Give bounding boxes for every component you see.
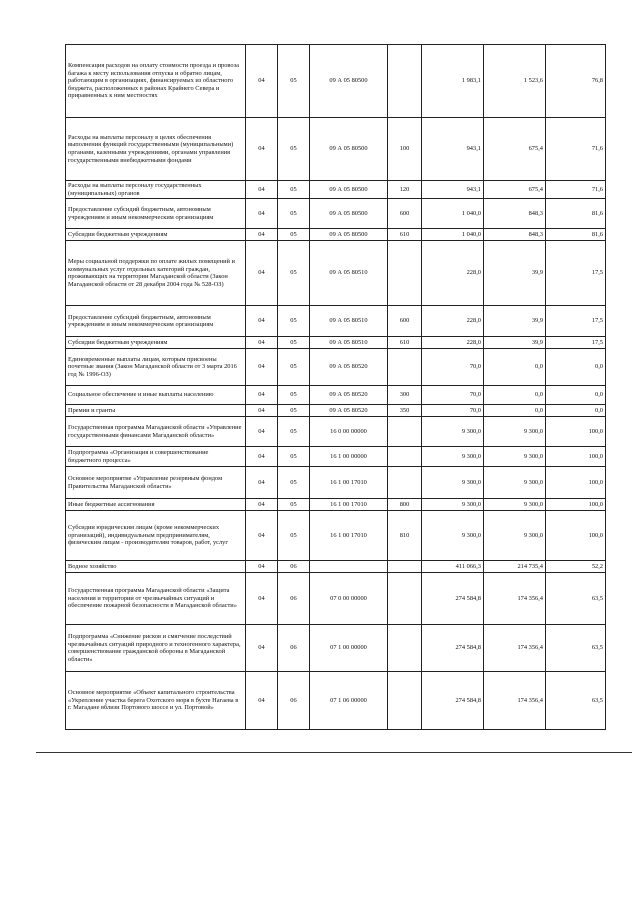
row-execution-percent: 17,5 xyxy=(546,337,606,349)
row-expense-type: 610 xyxy=(388,337,422,349)
row-subsection: 05 xyxy=(278,467,310,499)
row-actual-amount: 9 300,0 xyxy=(484,499,546,511)
row-target-article: 09 А 05 80510 xyxy=(310,306,388,337)
row-section: 04 xyxy=(246,417,278,447)
row-planned-amount: 943,1 xyxy=(422,118,484,181)
row-execution-percent: 100,0 xyxy=(546,467,606,499)
row-planned-amount: 9 300,0 xyxy=(422,511,484,561)
row-section: 04 xyxy=(246,625,278,672)
row-subsection: 05 xyxy=(278,386,310,405)
row-expense-type xyxy=(388,349,422,386)
row-execution-percent: 17,5 xyxy=(546,241,606,306)
row-subsection: 05 xyxy=(278,417,310,447)
row-execution-percent: 81,6 xyxy=(546,229,606,241)
row-actual-amount: 848,3 xyxy=(484,229,546,241)
row-name: Подпрограмма «Организация и совершенствование бюджетного процесса» xyxy=(66,447,246,467)
row-actual-amount: 39,9 xyxy=(484,337,546,349)
row-section: 04 xyxy=(246,467,278,499)
row-target-article: 07 1 00 00000 xyxy=(310,625,388,672)
table-body xyxy=(66,45,606,730)
row-actual-amount: 174 356,4 xyxy=(484,672,546,730)
row-subsection: 05 xyxy=(278,499,310,511)
table-row xyxy=(66,199,606,229)
table-row xyxy=(66,386,606,405)
row-planned-amount: 9 300,0 xyxy=(422,447,484,467)
row-subsection: 06 xyxy=(278,672,310,730)
row-execution-percent: 100,0 xyxy=(546,511,606,561)
row-target-article: 16 1 00 00000 xyxy=(310,447,388,467)
row-name: Водное хозяйство xyxy=(66,561,246,573)
row-target-article: 09 А 05 80520 xyxy=(310,405,388,417)
table-row xyxy=(66,447,606,467)
row-name: Государственная программа Магаданской области «Управление государственными финансами Магаданской области» xyxy=(66,417,246,447)
row-expense-type xyxy=(388,241,422,306)
row-section: 04 xyxy=(246,672,278,730)
row-planned-amount: 9 300,0 xyxy=(422,417,484,447)
row-subsection: 05 xyxy=(278,349,310,386)
row-section: 04 xyxy=(246,337,278,349)
row-planned-amount: 274 584,8 xyxy=(422,672,484,730)
row-actual-amount: 848,3 xyxy=(484,199,546,229)
row-planned-amount: 274 584,8 xyxy=(422,625,484,672)
row-target-article: 09 А 05 80500 xyxy=(310,45,388,118)
table-row xyxy=(66,499,606,511)
table-row xyxy=(66,45,606,118)
row-name: Социальное обеспечение и иные выплаты населению xyxy=(66,386,246,405)
row-expense-type: 610 xyxy=(388,229,422,241)
row-target-article: 09 А 05 80510 xyxy=(310,337,388,349)
row-subsection: 05 xyxy=(278,181,310,199)
row-execution-percent: 0,0 xyxy=(546,349,606,386)
row-planned-amount: 228,0 xyxy=(422,241,484,306)
row-actual-amount: 9 300,0 xyxy=(484,467,546,499)
table-row xyxy=(66,229,606,241)
row-target-article: 16 1 00 17010 xyxy=(310,511,388,561)
table-row xyxy=(66,337,606,349)
row-subsection: 05 xyxy=(278,405,310,417)
row-section: 04 xyxy=(246,447,278,467)
row-actual-amount: 174 356,4 xyxy=(484,573,546,625)
row-target-article: 09 А 05 80500 xyxy=(310,181,388,199)
row-planned-amount: 228,0 xyxy=(422,306,484,337)
row-expense-type: 100 xyxy=(388,118,422,181)
row-expense-type xyxy=(388,447,422,467)
row-target-article: 07 1 06 00000 xyxy=(310,672,388,730)
row-actual-amount: 675,4 xyxy=(484,181,546,199)
table-row xyxy=(66,181,606,199)
row-subsection: 06 xyxy=(278,573,310,625)
row-name: Иные бюджетные ассигнования xyxy=(66,499,246,511)
row-execution-percent: 100,0 xyxy=(546,499,606,511)
row-actual-amount: 0,0 xyxy=(484,405,546,417)
row-expense-type: 350 xyxy=(388,405,422,417)
table-row xyxy=(66,349,606,386)
row-planned-amount: 1 040,0 xyxy=(422,199,484,229)
row-execution-percent: 71,6 xyxy=(546,181,606,199)
row-target-article: 09 А 05 80520 xyxy=(310,349,388,386)
row-name: Меры социальной поддержки по оплате жилых помещений и коммунальных услуг отдельных категорий граждан, проживающих на территории Магаданской области (Закон Магаданской области от 28 декабря 2004 года № 528-ОЗ) xyxy=(66,241,246,306)
row-subsection: 05 xyxy=(278,241,310,306)
row-name: Предоставление субсидий бюджетным, автономным учреждениям и иным некоммерческим организациям xyxy=(66,306,246,337)
row-planned-amount: 70,0 xyxy=(422,405,484,417)
row-planned-amount: 70,0 xyxy=(422,386,484,405)
row-expense-type xyxy=(388,467,422,499)
row-section: 04 xyxy=(246,45,278,118)
row-planned-amount: 9 300,0 xyxy=(422,499,484,511)
row-subsection: 05 xyxy=(278,118,310,181)
row-name: Предоставление субсидий бюджетным, автономным учреждениям и иным некоммерческим организациям xyxy=(66,199,246,229)
row-section: 04 xyxy=(246,499,278,511)
row-expense-type xyxy=(388,573,422,625)
row-execution-percent: 17,5 xyxy=(546,306,606,337)
row-subsection: 05 xyxy=(278,199,310,229)
row-execution-percent: 81,6 xyxy=(546,199,606,229)
row-section: 04 xyxy=(246,386,278,405)
row-target-article: 09 А 05 80500 xyxy=(310,199,388,229)
row-planned-amount: 1 983,1 xyxy=(422,45,484,118)
row-name: Субсидии юридическим лицам (кроме некоммерческих организаций), индивидуальным предпринимателям, физическим лицам - производителям товаров, работ, услуг xyxy=(66,511,246,561)
row-subsection: 05 xyxy=(278,337,310,349)
row-expense-type xyxy=(388,561,422,573)
row-execution-percent: 63,5 xyxy=(546,672,606,730)
row-section: 04 xyxy=(246,349,278,386)
table-row xyxy=(66,511,606,561)
row-target-article: 16 1 00 17010 xyxy=(310,467,388,499)
row-planned-amount: 1 040,0 xyxy=(422,229,484,241)
table-row xyxy=(66,417,606,447)
row-expense-type: 120 xyxy=(388,181,422,199)
row-name: Премии и гранты xyxy=(66,405,246,417)
row-subsection: 06 xyxy=(278,625,310,672)
row-actual-amount: 9 300,0 xyxy=(484,417,546,447)
row-name: Субсидии бюджетным учреждениям xyxy=(66,337,246,349)
row-section: 04 xyxy=(246,199,278,229)
row-expense-type: 810 xyxy=(388,511,422,561)
row-execution-percent: 0,0 xyxy=(546,405,606,417)
row-name: Подпрограмма «Снижение рисков и смягчение последствий чрезвычайных ситуаций природного и техногенного характера, совершенствование гражданской обороны в Магаданской области» xyxy=(66,625,246,672)
row-execution-percent: 0,0 xyxy=(546,386,606,405)
row-planned-amount: 228,0 xyxy=(422,337,484,349)
row-section: 04 xyxy=(246,405,278,417)
row-section: 04 xyxy=(246,573,278,625)
row-actual-amount: 39,9 xyxy=(484,241,546,306)
row-name: Компенсация расходов на оплату стоимости проезда и провоза багажа к месту использования отпуска и обратно лицам, работающим в организациях, финансируемых из областного бюджета, расположенных в районах Крайнего Севера и приравненных к ним местностях xyxy=(66,45,246,118)
row-planned-amount: 943,1 xyxy=(422,181,484,199)
row-target-article: 09 А 05 80510 xyxy=(310,241,388,306)
row-expense-type: 800 xyxy=(388,499,422,511)
row-actual-amount: 0,0 xyxy=(484,386,546,405)
row-subsection: 05 xyxy=(278,229,310,241)
table-row xyxy=(66,241,606,306)
row-target-article: 07 0 00 00000 xyxy=(310,573,388,625)
row-section: 04 xyxy=(246,511,278,561)
row-expense-type xyxy=(388,45,422,118)
row-actual-amount: 0,0 xyxy=(484,349,546,386)
row-actual-amount: 1 523,6 xyxy=(484,45,546,118)
row-expense-type: 600 xyxy=(388,199,422,229)
table-row xyxy=(66,306,606,337)
row-name: Государственная программа Магаданской области «Защита населения и территории от чрезвычайных ситуаций и обеспечение пожарной безопасности в Магаданской области» xyxy=(66,573,246,625)
row-execution-percent: 100,0 xyxy=(546,417,606,447)
row-planned-amount: 70,0 xyxy=(422,349,484,386)
table-row xyxy=(66,467,606,499)
table-row xyxy=(66,573,606,625)
row-target-article: 09 А 05 80500 xyxy=(310,229,388,241)
row-subsection: 06 xyxy=(278,561,310,573)
row-section: 04 xyxy=(246,181,278,199)
row-subsection: 05 xyxy=(278,511,310,561)
row-section: 04 xyxy=(246,229,278,241)
row-actual-amount: 675,4 xyxy=(484,118,546,181)
row-section: 04 xyxy=(246,118,278,181)
row-name: Единовременные выплаты лицам, которым присвоены почетные звания (Закон Магаданской области от 3 марта 2016 год № 1996-ОЗ) xyxy=(66,349,246,386)
row-planned-amount: 411 066,3 xyxy=(422,561,484,573)
page-divider xyxy=(36,752,632,753)
row-section: 04 xyxy=(246,306,278,337)
row-actual-amount: 9 300,0 xyxy=(484,447,546,467)
row-expense-type xyxy=(388,625,422,672)
table-row xyxy=(66,672,606,730)
row-execution-percent: 71,6 xyxy=(546,118,606,181)
table-row xyxy=(66,561,606,573)
row-actual-amount: 214 735,4 xyxy=(484,561,546,573)
row-expense-type xyxy=(388,672,422,730)
row-name: Основное мероприятие «Объект капитального строительства «Укрепление участка берега Охотского моря в бухте Нагаева в г. Магадане вблизи Портового шоссе и ул. Портовой» xyxy=(66,672,246,730)
budget-table xyxy=(65,44,606,730)
row-execution-percent: 63,5 xyxy=(546,573,606,625)
row-name: Расходы на выплаты персоналу государственных (муниципальных) органов xyxy=(66,181,246,199)
row-execution-percent: 52,2 xyxy=(546,561,606,573)
row-actual-amount: 174 356,4 xyxy=(484,625,546,672)
row-actual-amount: 9 300,0 xyxy=(484,511,546,561)
row-execution-percent: 63,5 xyxy=(546,625,606,672)
row-name: Основное мероприятие «Управление резервным фондом Правительства Магаданской области» xyxy=(66,467,246,499)
row-target-article: 16 0 00 00000 xyxy=(310,417,388,447)
row-execution-percent: 76,8 xyxy=(546,45,606,118)
row-subsection: 05 xyxy=(278,447,310,467)
row-expense-type xyxy=(388,417,422,447)
row-planned-amount: 274 584,8 xyxy=(422,573,484,625)
row-expense-type: 300 xyxy=(388,386,422,405)
row-target-article: 09 А 05 80500 xyxy=(310,118,388,181)
row-subsection: 05 xyxy=(278,45,310,118)
row-expense-type: 600 xyxy=(388,306,422,337)
row-actual-amount: 39,9 xyxy=(484,306,546,337)
row-target-article: 09 А 05 80520 xyxy=(310,386,388,405)
row-target-article xyxy=(310,561,388,573)
row-section: 04 xyxy=(246,241,278,306)
row-execution-percent: 100,0 xyxy=(546,447,606,467)
row-name: Субсидии бюджетным учреждениям xyxy=(66,229,246,241)
table-row xyxy=(66,625,606,672)
row-subsection: 05 xyxy=(278,306,310,337)
row-target-article: 16 1 00 17010 xyxy=(310,499,388,511)
table-row xyxy=(66,118,606,181)
row-planned-amount: 9 300,0 xyxy=(422,467,484,499)
row-name: Расходы на выплаты персоналу в целях обеспечения выполнения функций государственными (муниципальными) органами, казенными учреждениями, органами управления государственными внебюджетными фондами xyxy=(66,118,246,181)
table-row xyxy=(66,405,606,417)
row-section: 04 xyxy=(246,561,278,573)
